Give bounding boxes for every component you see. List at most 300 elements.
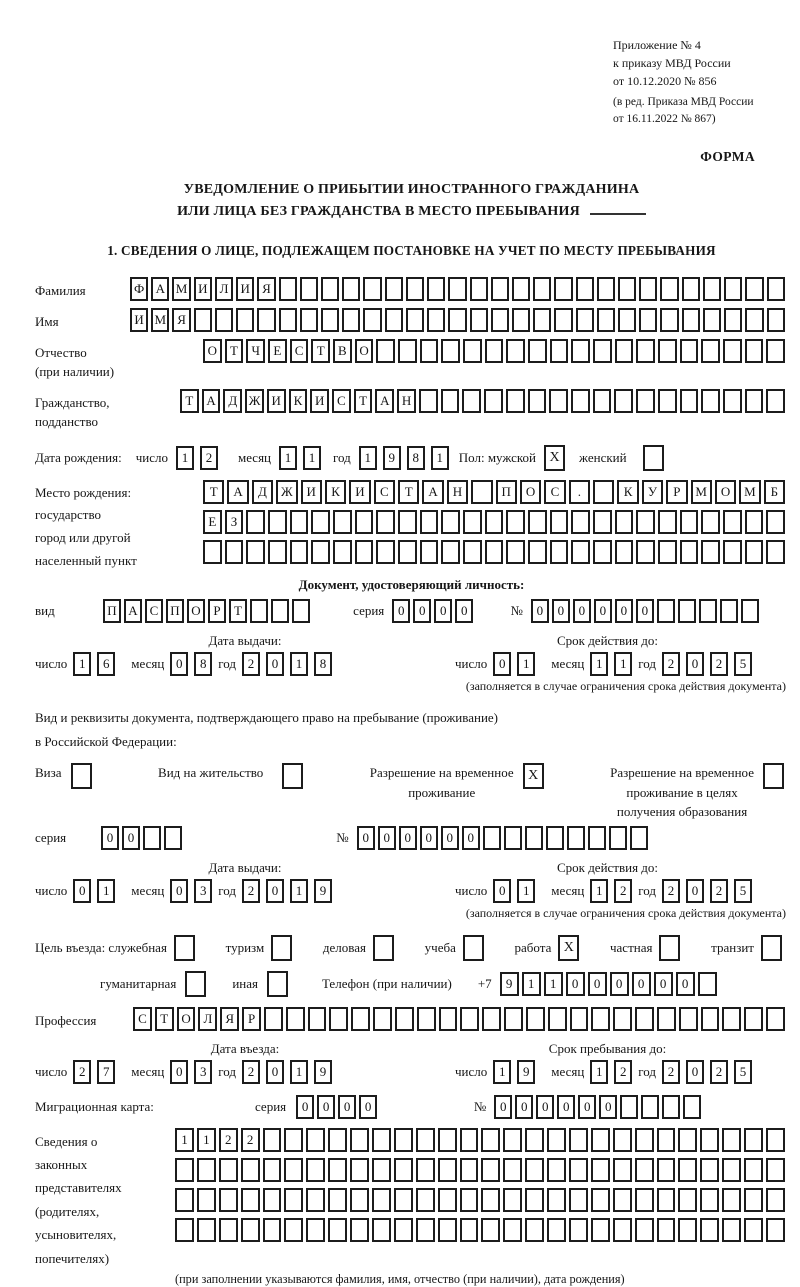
char-cell[interactable] <box>441 339 460 363</box>
char-cell[interactable] <box>613 1188 632 1212</box>
private-checkbox[interactable] <box>659 935 680 961</box>
char-cell[interactable] <box>700 1218 719 1242</box>
char-cell[interactable] <box>481 1188 500 1212</box>
char-cell[interactable]: 0 <box>434 599 452 623</box>
char-cell[interactable]: П <box>103 599 121 623</box>
char-cell[interactable] <box>722 1158 741 1182</box>
char-cell[interactable] <box>462 389 481 413</box>
char-cell[interactable]: 0 <box>317 1095 335 1119</box>
char-cell[interactable]: 1 <box>175 1128 194 1152</box>
char-cell[interactable] <box>241 1188 260 1212</box>
char-cell[interactable] <box>593 339 612 363</box>
char-cell[interactable] <box>639 277 657 301</box>
char-cell[interactable]: 0 <box>536 1095 554 1119</box>
char-cell[interactable]: 9 <box>314 1060 332 1084</box>
char-cell[interactable] <box>194 308 212 332</box>
char-cell[interactable] <box>406 308 424 332</box>
char-cell[interactable] <box>306 1158 325 1182</box>
char-cell[interactable] <box>741 599 759 623</box>
char-cell[interactable]: А <box>227 480 248 504</box>
char-cell[interactable] <box>485 540 504 564</box>
char-cell[interactable]: 1 <box>290 879 308 903</box>
char-cell[interactable] <box>635 1128 654 1152</box>
char-cell[interactable]: 0 <box>101 826 119 850</box>
char-cell[interactable]: 9 <box>517 1060 535 1084</box>
char-cell[interactable]: 0 <box>610 972 629 996</box>
char-cell[interactable] <box>547 1188 566 1212</box>
char-cell[interactable]: 9 <box>500 972 519 996</box>
char-cell[interactable] <box>376 510 395 534</box>
char-cell[interactable] <box>328 1218 347 1242</box>
char-cell[interactable] <box>470 308 488 332</box>
char-cell[interactable] <box>441 510 460 534</box>
char-cell[interactable] <box>219 1218 238 1242</box>
char-cell[interactable]: Т <box>398 480 419 504</box>
char-cell[interactable] <box>766 1218 785 1242</box>
tourism-checkbox[interactable] <box>271 935 292 961</box>
char-cell[interactable] <box>355 540 374 564</box>
char-cell[interactable]: 2 <box>710 1060 728 1084</box>
char-cell[interactable] <box>657 1218 676 1242</box>
char-cell[interactable]: 5 <box>734 652 752 676</box>
char-cell[interactable] <box>658 510 677 534</box>
char-cell[interactable] <box>257 308 275 332</box>
char-cell[interactable] <box>766 1158 785 1182</box>
char-cell[interactable] <box>591 1007 610 1031</box>
temp-residence-checkbox[interactable]: X <box>523 763 544 789</box>
char-cell[interactable] <box>569 1158 588 1182</box>
char-cell[interactable] <box>438 1128 457 1152</box>
char-cell[interactable] <box>723 339 742 363</box>
char-cell[interactable] <box>635 1007 654 1031</box>
char-cell[interactable] <box>373 1007 392 1031</box>
char-cell[interactable] <box>328 1188 347 1212</box>
char-cell[interactable] <box>463 540 482 564</box>
char-cell[interactable] <box>614 389 633 413</box>
char-cell[interactable]: О <box>355 339 374 363</box>
char-cell[interactable]: . <box>569 480 590 504</box>
char-cell[interactable] <box>550 540 569 564</box>
char-cell[interactable] <box>618 277 636 301</box>
char-cell[interactable]: 1 <box>590 1060 608 1084</box>
char-cell[interactable] <box>506 389 525 413</box>
char-cell[interactable]: 2 <box>242 879 260 903</box>
char-cell[interactable] <box>460 1158 479 1182</box>
char-cell[interactable]: 0 <box>441 826 459 850</box>
char-cell[interactable] <box>372 1128 391 1152</box>
char-cell[interactable] <box>300 308 318 332</box>
char-cell[interactable] <box>203 540 222 564</box>
char-cell[interactable] <box>350 1158 369 1182</box>
char-cell[interactable] <box>398 339 417 363</box>
char-cell[interactable] <box>175 1218 194 1242</box>
char-cell[interactable] <box>241 1158 260 1182</box>
char-cell[interactable] <box>613 1218 632 1242</box>
char-cell[interactable] <box>394 1218 413 1242</box>
char-cell[interactable] <box>385 277 403 301</box>
char-cell[interactable] <box>219 1188 238 1212</box>
char-cell[interactable]: 1 <box>590 652 608 676</box>
char-cell[interactable] <box>350 1218 369 1242</box>
char-cell[interactable] <box>724 308 742 332</box>
char-cell[interactable] <box>463 339 482 363</box>
char-cell[interactable]: 1 <box>97 879 115 903</box>
char-cell[interactable] <box>618 308 636 332</box>
char-cell[interactable]: 1 <box>73 652 91 676</box>
char-cell[interactable] <box>350 1188 369 1212</box>
char-cell[interactable] <box>525 1158 544 1182</box>
char-cell[interactable] <box>658 540 677 564</box>
char-cell[interactable]: 0 <box>122 826 140 850</box>
char-cell[interactable] <box>766 1188 785 1212</box>
char-cell[interactable] <box>554 308 572 332</box>
char-cell[interactable]: М <box>172 277 190 301</box>
char-cell[interactable]: Р <box>666 480 687 504</box>
char-cell[interactable] <box>483 826 501 850</box>
char-cell[interactable]: Н <box>397 389 416 413</box>
business-checkbox[interactable] <box>373 935 394 961</box>
char-cell[interactable]: Ж <box>245 389 264 413</box>
char-cell[interactable]: 0 <box>399 826 417 850</box>
char-cell[interactable] <box>311 510 330 534</box>
char-cell[interactable]: 0 <box>552 599 570 623</box>
char-cell[interactable]: 0 <box>266 652 284 676</box>
char-cell[interactable] <box>615 510 634 534</box>
char-cell[interactable] <box>745 389 764 413</box>
char-cell[interactable]: 0 <box>170 879 188 903</box>
char-cell[interactable] <box>569 1188 588 1212</box>
char-cell[interactable] <box>576 277 594 301</box>
char-cell[interactable] <box>613 1128 632 1152</box>
char-cell[interactable] <box>683 1095 701 1119</box>
char-cell[interactable] <box>593 480 614 504</box>
char-cell[interactable] <box>197 1158 216 1182</box>
char-cell[interactable]: А <box>375 389 394 413</box>
char-cell[interactable] <box>441 389 460 413</box>
char-cell[interactable] <box>441 540 460 564</box>
char-cell[interactable]: 0 <box>170 1060 188 1084</box>
char-cell[interactable] <box>376 540 395 564</box>
char-cell[interactable] <box>372 1158 391 1182</box>
char-cell[interactable] <box>448 277 466 301</box>
transit-checkbox[interactable] <box>761 935 782 961</box>
char-cell[interactable] <box>219 1158 238 1182</box>
char-cell[interactable] <box>264 1007 283 1031</box>
female-checkbox[interactable] <box>643 445 664 471</box>
char-cell[interactable] <box>678 1128 697 1152</box>
char-cell[interactable] <box>284 1218 303 1242</box>
char-cell[interactable]: О <box>715 480 736 504</box>
char-cell[interactable] <box>471 480 492 504</box>
char-cell[interactable]: 0 <box>594 599 612 623</box>
char-cell[interactable] <box>767 277 785 301</box>
char-cell[interactable]: И <box>349 480 370 504</box>
char-cell[interactable]: 0 <box>686 652 704 676</box>
char-cell[interactable] <box>250 599 268 623</box>
char-cell[interactable] <box>460 1007 479 1031</box>
char-cell[interactable] <box>263 1158 282 1182</box>
char-cell[interactable] <box>636 540 655 564</box>
char-cell[interactable] <box>225 540 244 564</box>
char-cell[interactable] <box>723 540 742 564</box>
char-cell[interactable]: Т <box>155 1007 174 1031</box>
char-cell[interactable] <box>419 389 438 413</box>
char-cell[interactable] <box>724 277 742 301</box>
char-cell[interactable]: 5 <box>734 879 752 903</box>
char-cell[interactable] <box>416 1158 435 1182</box>
char-cell[interactable] <box>570 1007 589 1031</box>
char-cell[interactable]: И <box>267 389 286 413</box>
char-cell[interactable]: 8 <box>194 652 212 676</box>
char-cell[interactable] <box>593 510 612 534</box>
char-cell[interactable] <box>506 540 525 564</box>
char-cell[interactable]: 2 <box>710 879 728 903</box>
char-cell[interactable]: 0 <box>359 1095 377 1119</box>
char-cell[interactable]: 2 <box>614 1060 632 1084</box>
char-cell[interactable]: Я <box>172 308 190 332</box>
char-cell[interactable] <box>503 1188 522 1212</box>
char-cell[interactable]: 2 <box>242 652 260 676</box>
char-cell[interactable] <box>417 1007 436 1031</box>
char-cell[interactable]: 0 <box>296 1095 314 1119</box>
char-cell[interactable] <box>546 826 564 850</box>
char-cell[interactable]: 6 <box>97 652 115 676</box>
char-cell[interactable] <box>333 510 352 534</box>
char-cell[interactable]: 1 <box>522 972 541 996</box>
char-cell[interactable] <box>284 1128 303 1152</box>
char-cell[interactable] <box>438 1188 457 1212</box>
char-cell[interactable] <box>439 1007 458 1031</box>
char-cell[interactable] <box>246 510 265 534</box>
char-cell[interactable] <box>767 308 785 332</box>
char-cell[interactable]: М <box>151 308 169 332</box>
work-checkbox[interactable]: X <box>558 935 579 961</box>
char-cell[interactable]: Т <box>203 480 224 504</box>
char-cell[interactable]: 0 <box>573 599 591 623</box>
char-cell[interactable] <box>528 339 547 363</box>
char-cell[interactable] <box>657 1158 676 1182</box>
char-cell[interactable] <box>635 1188 654 1212</box>
char-cell[interactable]: 5 <box>734 1060 752 1084</box>
char-cell[interactable] <box>571 540 590 564</box>
char-cell[interactable] <box>554 277 572 301</box>
char-cell[interactable]: П <box>166 599 184 623</box>
char-cell[interactable] <box>679 1007 698 1031</box>
char-cell[interactable] <box>609 826 627 850</box>
char-cell[interactable] <box>678 1188 697 1212</box>
char-cell[interactable]: З <box>225 510 244 534</box>
char-cell[interactable]: Т <box>311 339 330 363</box>
char-cell[interactable] <box>350 1128 369 1152</box>
char-cell[interactable] <box>506 339 525 363</box>
char-cell[interactable] <box>660 308 678 332</box>
char-cell[interactable] <box>363 277 381 301</box>
char-cell[interactable]: 0 <box>654 972 673 996</box>
char-cell[interactable]: 8 <box>314 652 332 676</box>
char-cell[interactable]: 3 <box>194 879 212 903</box>
char-cell[interactable]: О <box>520 480 541 504</box>
char-cell[interactable] <box>268 540 287 564</box>
char-cell[interactable] <box>333 540 352 564</box>
char-cell[interactable]: И <box>310 389 329 413</box>
char-cell[interactable] <box>615 339 634 363</box>
char-cell[interactable] <box>567 826 585 850</box>
char-cell[interactable]: Т <box>229 599 247 623</box>
char-cell[interactable] <box>571 510 590 534</box>
char-cell[interactable] <box>744 1158 763 1182</box>
char-cell[interactable]: 0 <box>73 879 91 903</box>
char-cell[interactable]: 2 <box>242 1060 260 1084</box>
char-cell[interactable] <box>766 1007 785 1031</box>
char-cell[interactable]: 1 <box>517 652 535 676</box>
char-cell[interactable]: В <box>333 339 352 363</box>
char-cell[interactable] <box>355 510 374 534</box>
char-cell[interactable] <box>722 1128 741 1152</box>
char-cell[interactable] <box>526 1007 545 1031</box>
char-cell[interactable]: 9 <box>383 446 401 470</box>
char-cell[interactable] <box>593 389 612 413</box>
char-cell[interactable]: 2 <box>710 652 728 676</box>
char-cell[interactable] <box>394 1188 413 1212</box>
char-cell[interactable] <box>175 1188 194 1212</box>
char-cell[interactable] <box>744 1128 763 1152</box>
char-cell[interactable] <box>485 510 504 534</box>
char-cell[interactable]: 0 <box>686 879 704 903</box>
char-cell[interactable] <box>528 389 547 413</box>
char-cell[interactable] <box>766 339 785 363</box>
char-cell[interactable] <box>636 339 655 363</box>
char-cell[interactable] <box>263 1218 282 1242</box>
char-cell[interactable] <box>591 1158 610 1182</box>
char-cell[interactable] <box>460 1128 479 1152</box>
char-cell[interactable]: К <box>289 389 308 413</box>
char-cell[interactable]: 0 <box>494 1095 512 1119</box>
char-cell[interactable] <box>279 277 297 301</box>
char-cell[interactable]: 2 <box>662 1060 680 1084</box>
char-cell[interactable]: М <box>691 480 712 504</box>
char-cell[interactable] <box>175 1158 194 1182</box>
char-cell[interactable] <box>657 1128 676 1152</box>
char-cell[interactable]: 0 <box>686 1060 704 1084</box>
char-cell[interactable] <box>398 540 417 564</box>
char-cell[interactable]: А <box>202 389 221 413</box>
char-cell[interactable] <box>438 1158 457 1182</box>
char-cell[interactable]: Ж <box>276 480 297 504</box>
char-cell[interactable] <box>658 339 677 363</box>
char-cell[interactable] <box>641 1095 659 1119</box>
char-cell[interactable] <box>657 1188 676 1212</box>
char-cell[interactable]: 0 <box>566 972 585 996</box>
char-cell[interactable] <box>722 1007 741 1031</box>
char-cell[interactable] <box>682 308 700 332</box>
char-cell[interactable] <box>197 1188 216 1212</box>
char-cell[interactable] <box>420 339 439 363</box>
char-cell[interactable] <box>491 277 509 301</box>
char-cell[interactable]: 1 <box>359 446 377 470</box>
char-cell[interactable] <box>420 540 439 564</box>
char-cell[interactable]: О <box>187 599 205 623</box>
other-checkbox[interactable] <box>267 971 288 997</box>
char-cell[interactable]: 2 <box>662 879 680 903</box>
char-cell[interactable]: 0 <box>636 599 654 623</box>
char-cell[interactable] <box>460 1218 479 1242</box>
char-cell[interactable]: 2 <box>219 1128 238 1152</box>
char-cell[interactable]: К <box>617 480 638 504</box>
char-cell[interactable]: А <box>422 480 443 504</box>
char-cell[interactable]: 0 <box>557 1095 575 1119</box>
char-cell[interactable] <box>525 1128 544 1152</box>
char-cell[interactable] <box>481 1158 500 1182</box>
char-cell[interactable] <box>766 510 785 534</box>
char-cell[interactable] <box>571 339 590 363</box>
study-checkbox[interactable] <box>463 935 484 961</box>
char-cell[interactable] <box>246 540 265 564</box>
char-cell[interactable]: Д <box>252 480 273 504</box>
char-cell[interactable] <box>547 1218 566 1242</box>
char-cell[interactable] <box>549 389 568 413</box>
char-cell[interactable] <box>597 277 615 301</box>
char-cell[interactable] <box>321 277 339 301</box>
char-cell[interactable]: 0 <box>615 599 633 623</box>
char-cell[interactable] <box>306 1218 325 1242</box>
char-cell[interactable] <box>569 1218 588 1242</box>
char-cell[interactable] <box>398 510 417 534</box>
char-cell[interactable] <box>438 1218 457 1242</box>
char-cell[interactable] <box>701 389 720 413</box>
char-cell[interactable] <box>766 1128 785 1152</box>
char-cell[interactable] <box>460 1188 479 1212</box>
char-cell[interactable] <box>528 540 547 564</box>
char-cell[interactable] <box>701 510 720 534</box>
char-cell[interactable] <box>395 1007 414 1031</box>
char-cell[interactable]: 2 <box>200 446 218 470</box>
char-cell[interactable] <box>306 1188 325 1212</box>
char-cell[interactable] <box>394 1158 413 1182</box>
char-cell[interactable] <box>613 1007 632 1031</box>
char-cell[interactable] <box>279 308 297 332</box>
char-cell[interactable]: 0 <box>413 599 431 623</box>
char-cell[interactable] <box>342 277 360 301</box>
char-cell[interactable]: И <box>236 277 254 301</box>
char-cell[interactable] <box>351 1007 370 1031</box>
char-cell[interactable] <box>506 510 525 534</box>
char-cell[interactable] <box>427 277 445 301</box>
char-cell[interactable] <box>745 510 764 534</box>
char-cell[interactable] <box>481 1218 500 1242</box>
char-cell[interactable]: С <box>290 339 309 363</box>
char-cell[interactable]: 1 <box>279 446 297 470</box>
char-cell[interactable] <box>485 339 504 363</box>
char-cell[interactable] <box>342 308 360 332</box>
char-cell[interactable] <box>197 1218 216 1242</box>
char-cell[interactable]: 0 <box>515 1095 533 1119</box>
char-cell[interactable]: 0 <box>676 972 695 996</box>
char-cell[interactable] <box>766 540 785 564</box>
char-cell[interactable] <box>504 826 522 850</box>
char-cell[interactable] <box>416 1128 435 1152</box>
char-cell[interactable]: 1 <box>431 446 449 470</box>
char-cell[interactable] <box>700 1188 719 1212</box>
char-cell[interactable] <box>571 389 590 413</box>
char-cell[interactable] <box>745 540 764 564</box>
char-cell[interactable]: У <box>642 480 663 504</box>
char-cell[interactable]: 1 <box>176 446 194 470</box>
char-cell[interactable]: 1 <box>303 446 321 470</box>
char-cell[interactable] <box>660 277 678 301</box>
char-cell[interactable] <box>657 1007 676 1031</box>
char-cell[interactable] <box>470 277 488 301</box>
char-cell[interactable]: С <box>544 480 565 504</box>
